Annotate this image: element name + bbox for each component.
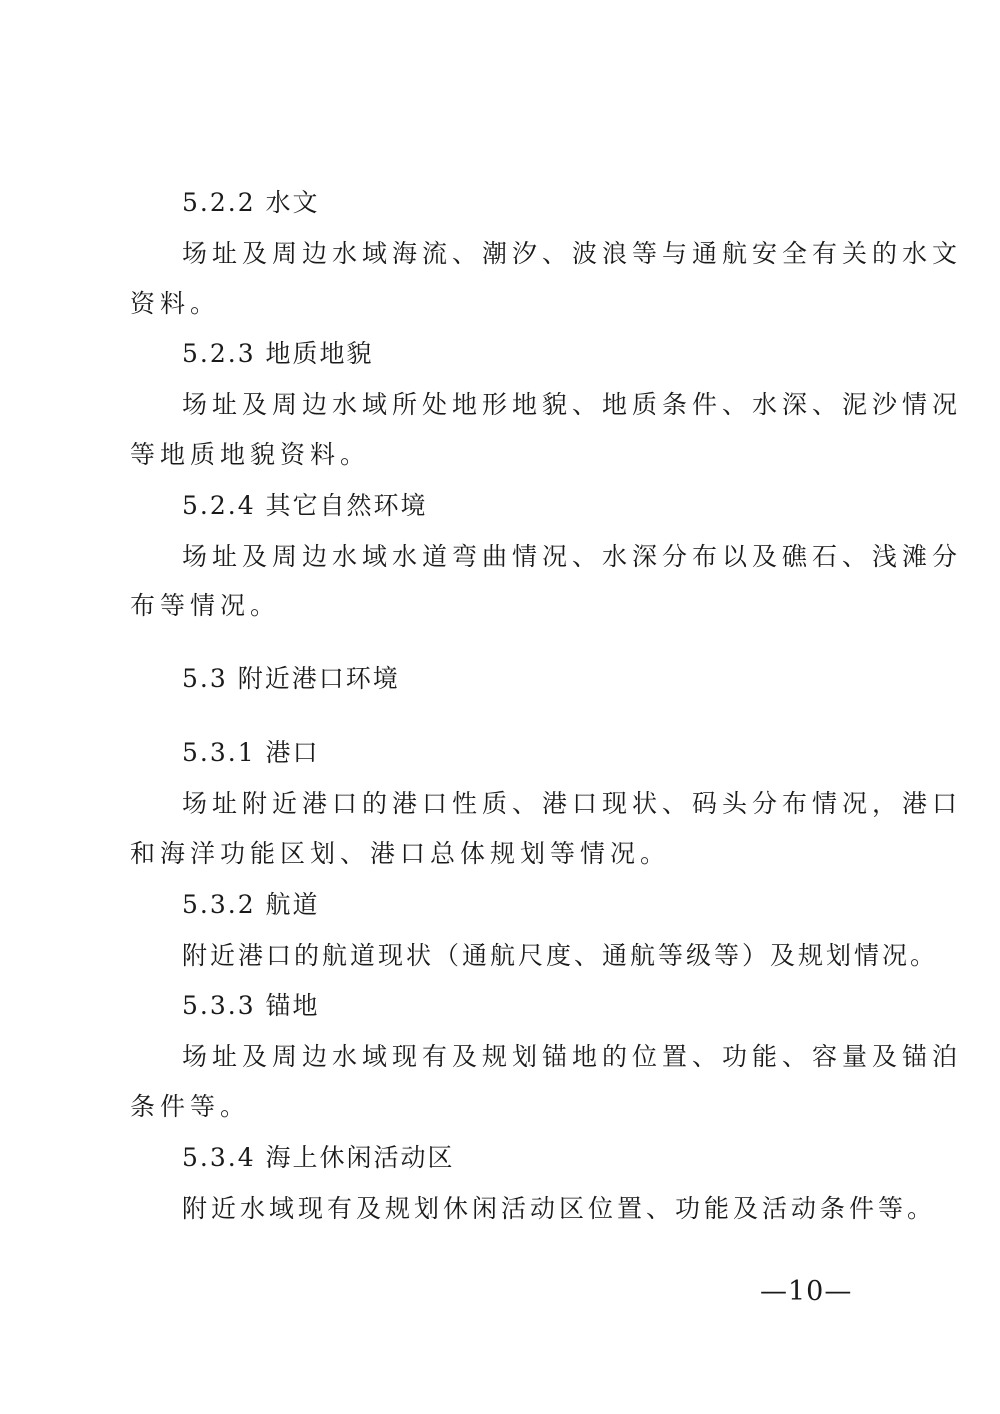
section-5-3-1-heading: 5.3.1 港口 xyxy=(182,738,320,767)
section-5-2-3-paragraph-line-1: 场址及周边水域所处地形地貌、地质条件、水深、泥沙情况 xyxy=(182,390,963,419)
section-5-3-heading: 5.3 附近港口环境 xyxy=(182,664,400,693)
section-5-2-4-paragraph-line-2: 布等情况。 xyxy=(130,591,281,620)
section-5-2-2-heading: 5.2.2 水文 xyxy=(182,188,320,217)
page-number: —10— xyxy=(760,1276,853,1307)
section-5-3-3-paragraph-line-1: 场址及周边水域现有及规划锚地的位置、功能、容量及锚泊 xyxy=(182,1042,963,1071)
section-5-3-3-paragraph-line-2: 条件等。 xyxy=(130,1092,251,1121)
section-5-3-1-paragraph-line-1: 场址附近港口的港口性质、港口现状、码头分布情况，港口 xyxy=(182,789,963,818)
section-5-3-4-heading: 5.3.4 海上休闲活动区 xyxy=(182,1143,455,1172)
section-5-2-3-heading: 5.2.3 地质地貌 xyxy=(182,339,374,368)
section-5-2-4-heading: 5.2.4 其它自然环境 xyxy=(182,491,428,520)
section-5-3-2-paragraph-line-1: 附近港口的航道现状（通航尺度、通航等级等）及规划情况。 xyxy=(182,941,939,970)
section-5-2-4-paragraph-line-1: 场址及周边水域水道弯曲情况、水深分布以及礁石、浅滩分 xyxy=(182,542,963,571)
section-5-3-4-paragraph-line-1: 附近水域现有及规划休闲活动区位置、功能及活动条件等。 xyxy=(182,1194,937,1223)
section-5-2-2-paragraph-line-1: 场址及周边水域海流、潮汐、波浪等与通航安全有关的水文 xyxy=(182,239,963,268)
section-5-3-1-paragraph-line-2: 和海洋功能区划、港口总体规划等情况。 xyxy=(130,839,671,868)
section-5-2-2-paragraph-line-2: 资料。 xyxy=(130,289,221,318)
section-5-3-3-heading: 5.3.3 锚地 xyxy=(182,991,320,1020)
section-5-2-3-paragraph-line-2: 等地质地貌资料。 xyxy=(130,440,371,469)
section-5-3-2-heading: 5.3.2 航道 xyxy=(182,890,320,919)
